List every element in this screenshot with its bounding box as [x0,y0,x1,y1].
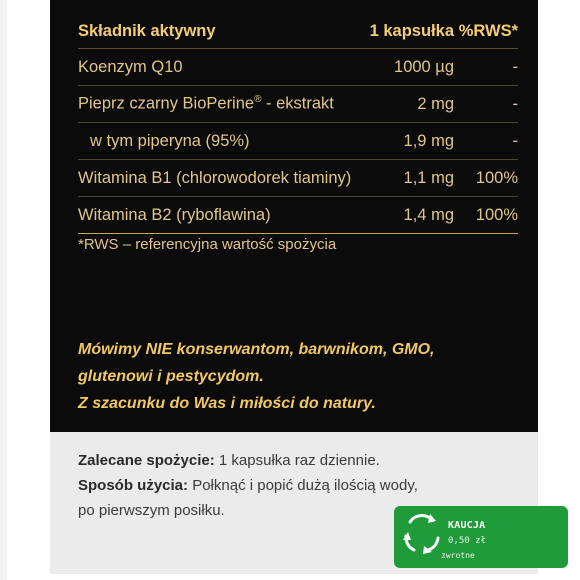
ingredient-name: Witamina B1 (chlorowodorek tiaminy) [78,168,352,187]
ingredient-name: w tym piperyna (95%) [90,131,250,150]
deposit-amount: 0,50 zł [448,536,486,546]
registered-mark: ® [254,94,262,106]
table-row [78,160,518,197]
header-capsule: 1 kapsułka [369,21,454,40]
ingredient-amount: 1,9 mg [403,131,454,150]
dosage-label: Zalecane spożycie: [78,452,215,469]
ingredient-rws: - [512,57,518,76]
claim-line: Mówimy NIE konserwantom, barwnikom, GMO, [78,341,435,358]
table-header [78,14,518,49]
ingredient-name [78,94,364,114]
ingredient-rws: - [512,94,518,113]
header-rws: %RWS* [458,21,518,40]
table-row [78,197,518,234]
ingredients-table [78,14,518,234]
deposit-badge[interactable] [394,506,568,568]
ingredient-name: Koenzym Q10 [78,57,183,76]
ingredient-amount: 1000 µg [394,57,454,76]
method-label: Sposób użycia: [78,477,189,494]
rws-footnote: *RWS – referencyjna wartość spożycia [78,236,337,253]
dosage-text: 1 kapsułka raz dziennie. [214,452,380,469]
ingredient-name: Witamina B2 (ryboflawina) [78,205,271,224]
ingredient-rws: 100% [475,205,518,224]
ingredient-name-tail: - ekstrakt [261,94,334,113]
supplement-facts-panel [50,0,538,432]
claims-text [78,336,508,417]
method-text: Połknąć i popić dużą ilością wody, [188,477,418,494]
table-row [78,49,518,86]
ingredient-amount: 1,1 mg [403,168,454,187]
ingredient-rws: 100% [475,168,518,187]
page-edge [0,0,7,580]
table-row [78,123,518,160]
method-text-continued: po pierwszym posiłku. [78,502,225,519]
claim-line: Z szacunku do Was i miłości do natury. [78,395,376,412]
ingredient-amount: 2 mg [417,94,454,113]
claim-line: glutenowi i pestycydom. [78,368,264,385]
ingredient-rws: - [512,131,518,150]
header-ingredient: Składnik aktywny [78,21,216,40]
table-row [78,86,518,123]
recycle-icon [394,506,448,568]
ingredient-amount: 1,4 mg [403,205,454,224]
deposit-subtitle: zwrotne [441,551,475,560]
deposit-title: KAUCJA [448,520,486,531]
ingredient-name-main: Pieprz czarny BioPerine [78,94,255,113]
